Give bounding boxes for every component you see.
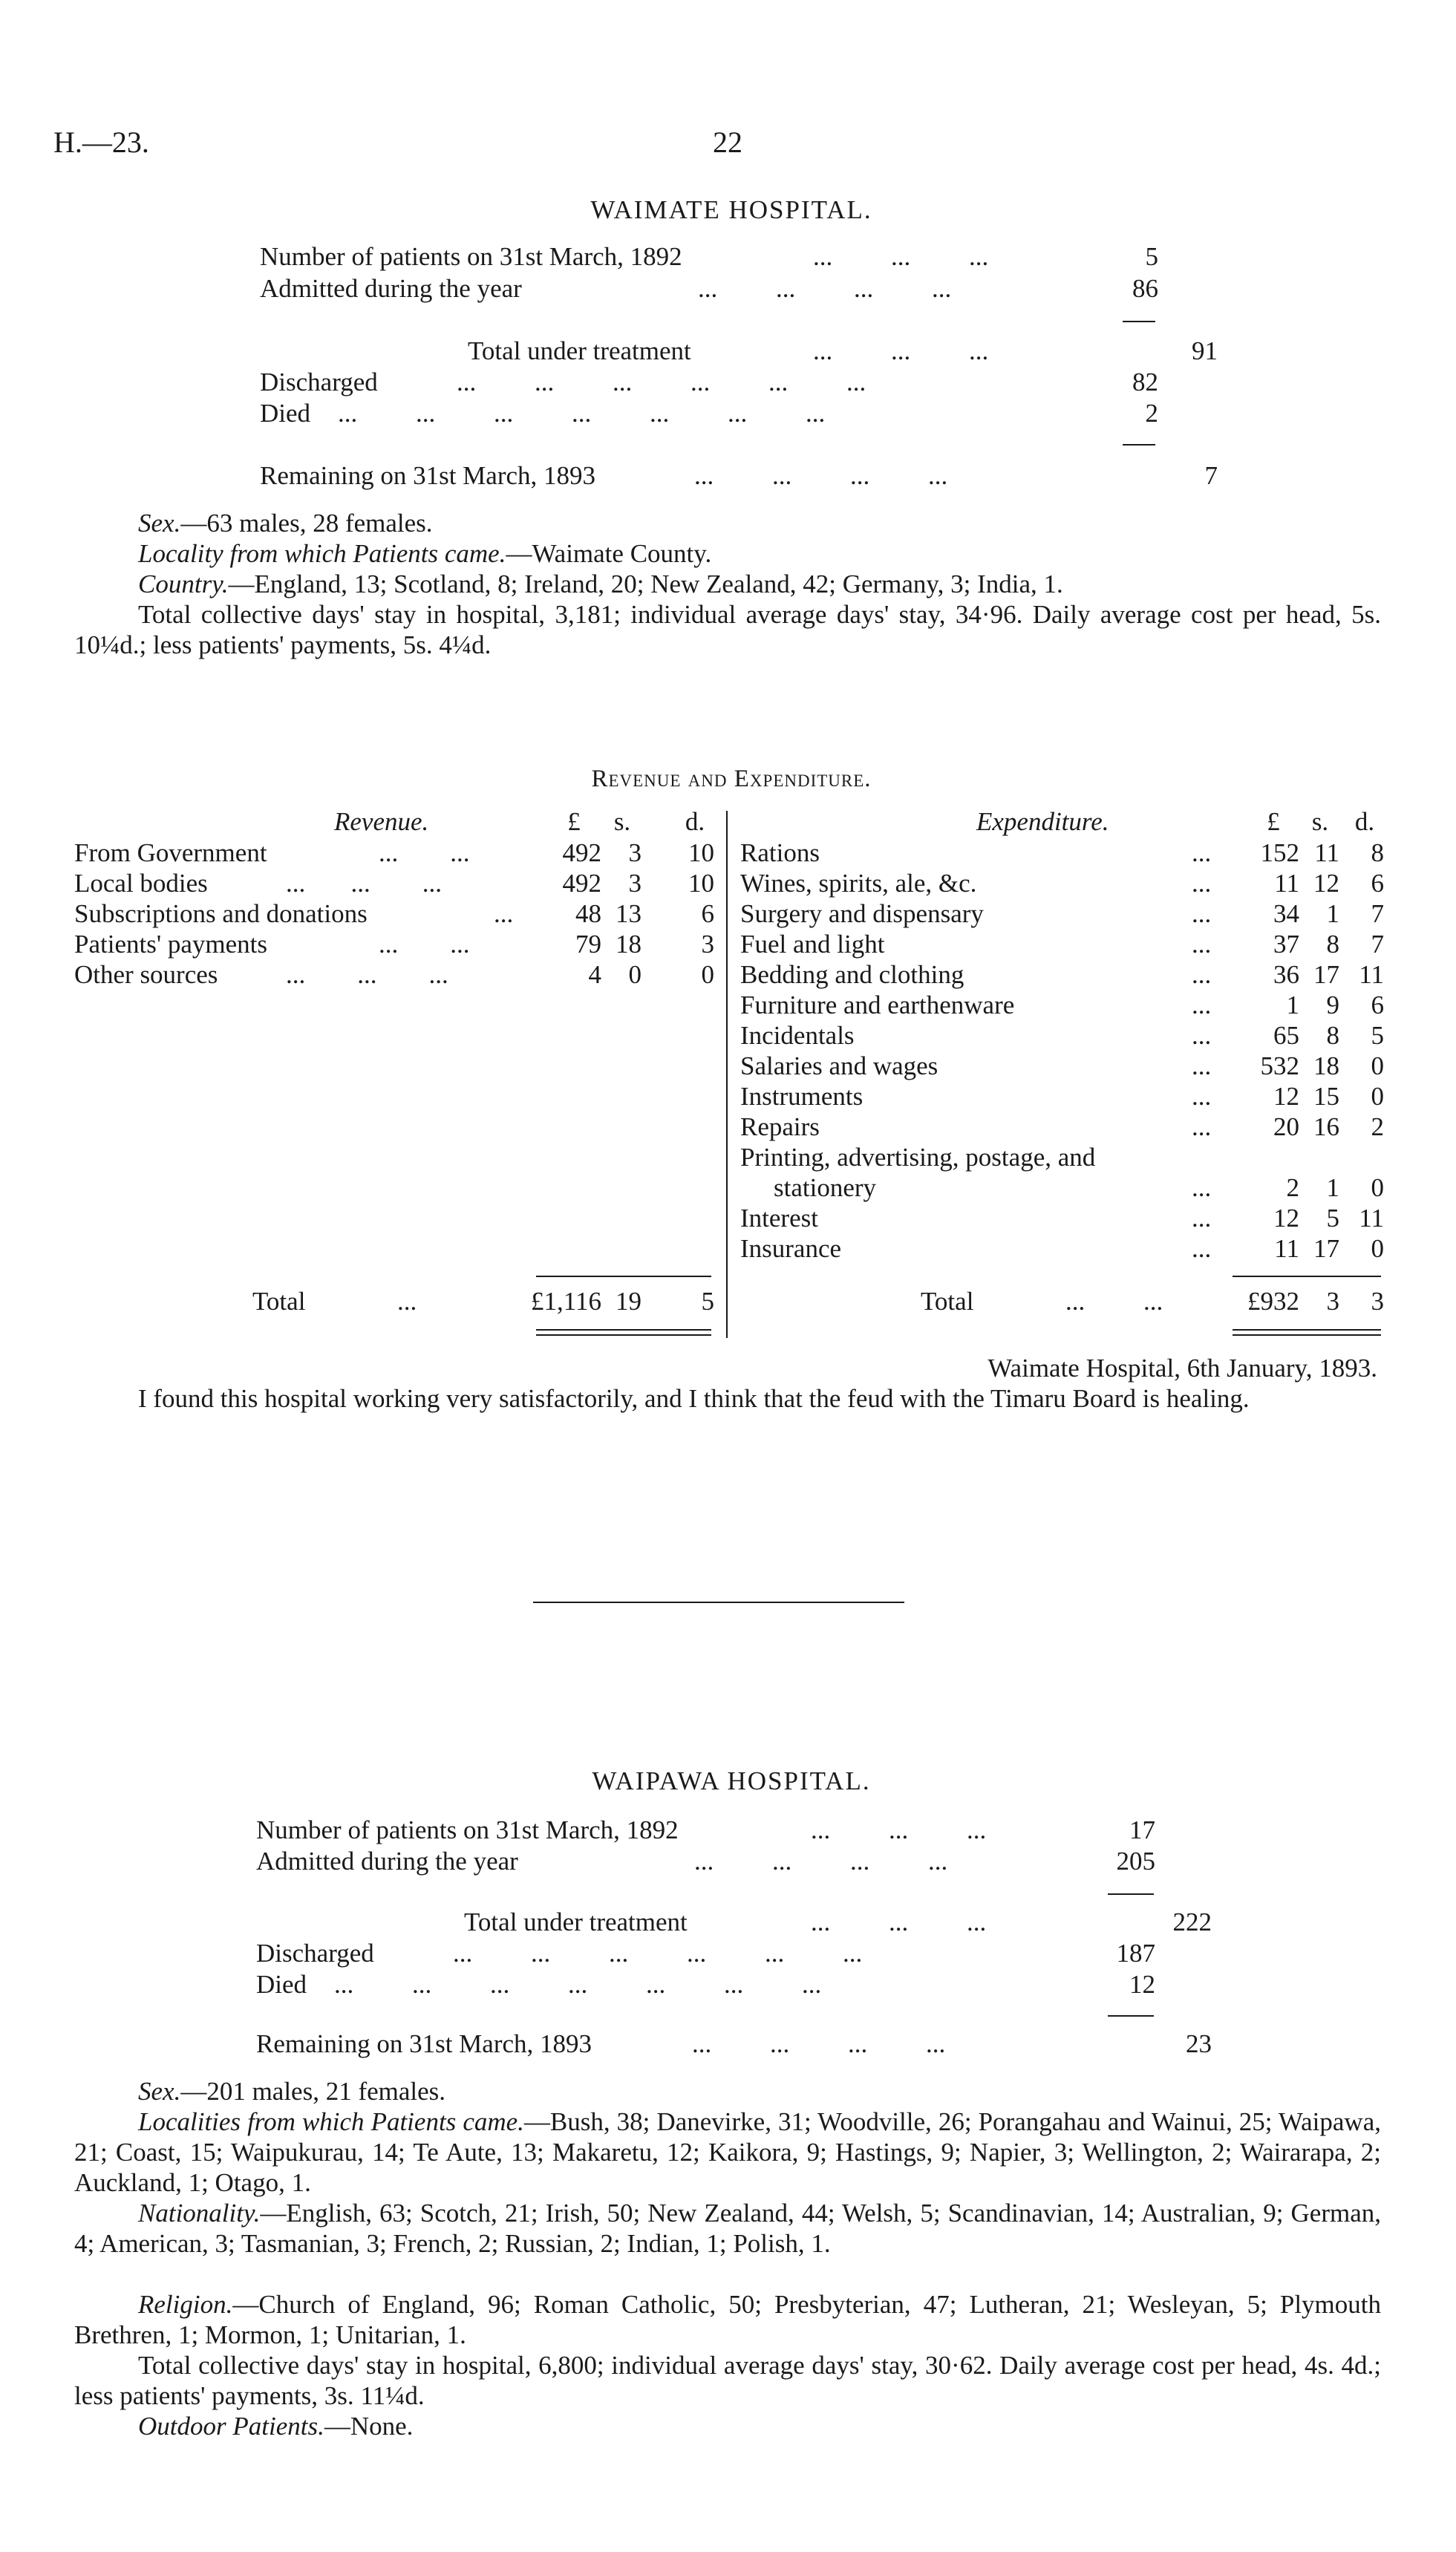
section-separator: [533, 1602, 904, 1603]
revenue-item-pounds: 48: [575, 899, 601, 928]
stat-label: Died: [256, 1970, 307, 1999]
leader-dots: ...: [494, 899, 514, 928]
leader-dots: ... ... ...: [286, 960, 448, 989]
stat-value: 7: [1204, 461, 1218, 490]
waimate-sex: [74, 508, 1381, 538]
expenditure-item-shillings: 18: [1313, 1051, 1339, 1080]
expenditure-item-pounds: 34: [1273, 899, 1299, 928]
stat-label: Died: [260, 399, 311, 428]
expenditure-item-label: Salaries and wages: [740, 1051, 938, 1080]
page-number: 22: [713, 125, 742, 159]
expenditure-item-label: Interest: [740, 1204, 818, 1233]
expenditure-item-pence: 8: [1371, 838, 1384, 867]
waipawa-religion: [74, 2289, 1381, 2350]
expenditure-item-label: Instruments: [740, 1082, 864, 1111]
waipawa-sex: [74, 2076, 1381, 2106]
col-shillings: s.: [1311, 807, 1329, 836]
expenditure-item-pounds: 12: [1273, 1082, 1299, 1111]
stat-value: 91: [1192, 336, 1218, 365]
revenue-item-pence: 0: [701, 960, 714, 989]
double-rule: [536, 1334, 711, 1336]
stat-label: Number of patients on 31st March, 1892: [256, 1815, 679, 1844]
outdoor-label: Outdoor Patients.: [138, 2412, 324, 2441]
waipawa-days: [74, 2350, 1381, 2411]
expenditure-item-pence: 2: [1371, 1112, 1384, 1141]
leader-dots: ... ... ... ...: [692, 2029, 946, 2058]
expenditure-item-pence: 5: [1371, 1021, 1384, 1050]
stat-label: Total under treatment: [468, 336, 691, 365]
waimate-locality: [74, 538, 1381, 569]
col-pounds: £: [1267, 807, 1280, 836]
country-text: —England, 13; Scotland, 8; Ireland, 20; New Zealand, 42; Germany, 3; India, 1.: [228, 570, 1063, 598]
sum-rule: [1108, 2015, 1154, 2017]
stat-value: 5: [1145, 242, 1158, 271]
expenditure-item-shillings: 17: [1313, 960, 1339, 989]
expenditure-item-label: Furniture and earthenware: [740, 991, 1015, 1019]
expenditure-item-shillings: 16: [1313, 1112, 1339, 1141]
expenditure-total-pence: 3: [1371, 1287, 1384, 1316]
expenditure-item-label: Incidentals: [740, 1021, 855, 1050]
leader-dots: ...: [1192, 1112, 1212, 1141]
expenditure-item-label: Insurance: [740, 1234, 842, 1263]
leader-dots: ...: [1192, 930, 1212, 959]
sex-label: Sex.: [138, 2077, 181, 2106]
revenue-item-pounds: 4: [588, 960, 601, 989]
country-label: Country.: [138, 570, 229, 598]
religion-text: —Church of England, 96; Roman Catholic, 50; Presbyterian, 47; Lutheran, 21; Wesleyan, 5; Plymouth Brethren, 1; Mormon, 1; Unitarian, 1.: [74, 2290, 1381, 2349]
expenditure-item-shillings: 17: [1313, 1234, 1339, 1263]
revenue-item-pounds: 79: [575, 930, 601, 959]
revenue-item-pence: 10: [688, 838, 714, 867]
expenditure-item-shillings: 1: [1326, 899, 1339, 928]
expenditure-item-pounds: 11: [1274, 869, 1299, 898]
leader-dots: ...: [1192, 991, 1212, 1019]
revenue-item-label: From Government: [74, 838, 267, 867]
leader-dots: ... ... ...: [811, 1908, 987, 1936]
stat-value: 222: [1172, 1908, 1212, 1936]
localities-text: —Bush, 38; Danevirke, 31; Woodville, 26; Porangahau and Wainui, 25; Waipawa, 21; Coast, 15; Waipukurau, 14; Te Aute, 13; Makaretu, 12; Kaikora, 9; Hastings, 9; Napier, 3; Wellington, 2; Wairarapa, 2; Auckland, 1; Otago, 1.: [74, 2107, 1381, 2197]
revenue-total-label: Total: [252, 1287, 306, 1316]
sum-rule: [1233, 1276, 1381, 1277]
leader-dots: ... ... ... ... ... ... ...: [334, 1970, 822, 1999]
leader-dots: ...: [1192, 1021, 1212, 1050]
expenditure-item-pence: 0: [1371, 1173, 1384, 1202]
sex-text: —201 males, 21 females.: [180, 2077, 446, 2106]
expenditure-item-shillings: 1: [1326, 1173, 1339, 1202]
leader-dots: ... ... ... ...: [694, 1847, 948, 1876]
revenue-item-shillings: 0: [628, 960, 642, 989]
expenditure-item-pence: 6: [1371, 869, 1384, 898]
nationality-label: Nationality.: [138, 2199, 261, 2228]
waipawa-outdoor: [74, 2411, 1381, 2441]
expenditure-item-pounds: 20: [1273, 1112, 1299, 1141]
expenditure-item-shillings: 9: [1326, 991, 1339, 1019]
revenue-total-pounds: £1,116: [531, 1287, 601, 1316]
expenditure-item-pence: 11: [1359, 1204, 1384, 1233]
days-text: Total collective days' stay in hospital, 3,181; individual average days' stay, 34·96. Daily average cost per head, 5s. 10¼d.; less patients' payments, 5s. 4¼d.: [74, 600, 1381, 659]
leader-dots: ...: [1192, 899, 1212, 928]
expenditure-item-label: stationery: [774, 1173, 877, 1202]
expenditure-item-pounds: 152: [1260, 838, 1299, 867]
stat-value: 2: [1145, 399, 1158, 428]
revenue-item-label: Other sources: [74, 960, 218, 989]
leader-dots: ...: [1192, 869, 1212, 898]
expenditure-total-shillings: 3: [1326, 1287, 1339, 1316]
revenue-item-pounds: 492: [562, 838, 601, 867]
expenditure-item-shillings: 12: [1313, 869, 1339, 898]
leader-dots: ...: [1192, 1051, 1212, 1080]
stat-label: Discharged: [256, 1939, 374, 1968]
waimate-country: [74, 569, 1381, 599]
comment-text: I found this hospital working very satisfactorily, and I think that the feud with the Timaru Board is healing.: [138, 1384, 1250, 1413]
expenditure-item-pounds: 36: [1273, 960, 1299, 989]
expenditure-item-pence: 7: [1371, 930, 1384, 959]
column-divider: [726, 811, 728, 1338]
leader-dots: ... ... ...: [813, 336, 989, 365]
col-pence: d.: [685, 807, 705, 836]
stat-value: 23: [1186, 2029, 1212, 2058]
waimate-title: WAIMATE HOSPITAL.: [590, 195, 872, 224]
sum-rule: [536, 1276, 711, 1277]
leader-dots: ... ... ...: [286, 869, 442, 898]
sum-rule: [1108, 1893, 1154, 1895]
expenditure-item-label: Repairs: [740, 1112, 820, 1141]
expenditure-item-label: Printing, advertising, postage, and: [740, 1143, 1096, 1172]
sex-label: Sex.: [138, 509, 181, 538]
stat-value: 187: [1116, 1939, 1155, 1968]
expenditure-item-pounds: 65: [1273, 1021, 1299, 1050]
stat-value: 17: [1129, 1815, 1155, 1844]
double-rule: [1233, 1329, 1381, 1331]
expenditure-item-pounds: 11: [1274, 1234, 1299, 1263]
sex-text: —63 males, 28 females.: [180, 509, 433, 538]
stat-value: 205: [1116, 1847, 1155, 1876]
leader-dots: ...: [1192, 1082, 1212, 1111]
expenditure-total-pounds: £932: [1247, 1287, 1299, 1316]
locality-text: —Waimate County.: [506, 539, 712, 568]
expenditure-item-pounds: 2: [1286, 1173, 1299, 1202]
stat-value: 82: [1132, 368, 1158, 396]
expenditure-item-pence: 0: [1371, 1051, 1384, 1080]
revenue-item-label: Subscriptions and donations: [74, 899, 368, 928]
revenue-item-label: Local bodies: [74, 869, 208, 898]
expenditure-item-shillings: 8: [1326, 1021, 1339, 1050]
leader-dots: ... ...: [1065, 1287, 1163, 1316]
expenditure-item-label: Bedding and clothing: [740, 960, 964, 989]
revenue-item-shillings: 18: [616, 930, 642, 959]
leader-dots: ... ... ... ...: [698, 274, 952, 303]
revenue-item-pence: 3: [701, 930, 714, 959]
revenue-item-pounds: 492: [562, 869, 601, 898]
revenue-item-shillings: 13: [616, 899, 642, 928]
expenditure-item-shillings: 15: [1313, 1082, 1339, 1111]
finance-title: Revenue and Expenditure.: [591, 766, 872, 792]
col-pounds: £: [567, 807, 581, 836]
revenue-item-shillings: 3: [628, 838, 642, 867]
leader-dots: ... ... ... ... ... ...: [453, 1939, 863, 1968]
stat-label: Admitted during the year: [256, 1847, 518, 1876]
stat-label: Remaining on 31st March, 1893: [260, 461, 596, 490]
outdoor-text: —None.: [324, 2412, 414, 2441]
expenditure-item-label: Surgery and dispensary: [740, 899, 984, 928]
days-text: Total collective days' stay in hospital, 6,800; individual average days' stay, 30·62. Daily average cost per head, 4s. 4d.; less patients' payments, 3s. 11¼d.: [74, 2351, 1381, 2410]
stat-label: Remaining on 31st March, 1893: [256, 2029, 592, 2058]
stat-label: Number of patients on 31st March, 1892: [260, 242, 682, 271]
leader-dots: ... ...: [379, 838, 470, 867]
waimate-signoff: Waimate Hospital, 6th January, 1893.: [987, 1354, 1377, 1383]
double-rule: [536, 1329, 711, 1331]
revenue-item-pence: 6: [701, 899, 714, 928]
waipawa-nationality: [74, 2198, 1381, 2259]
leader-dots: ... ... ...: [813, 242, 989, 271]
expenditure-item-pence: 7: [1371, 899, 1384, 928]
revenue-item-label: Patients' payments: [74, 930, 268, 959]
revenue-heading: Revenue.: [334, 807, 429, 836]
localities-label: Localities from which Patients came.: [138, 2107, 524, 2136]
col-shillings: s.: [613, 807, 631, 836]
expenditure-item-pence: 0: [1371, 1082, 1384, 1111]
expenditure-item-label: Rations: [740, 838, 820, 867]
expenditure-item-label: Wines, spirits, ale, &c.: [740, 869, 977, 898]
stat-value: 86: [1132, 274, 1158, 303]
waimate-comment: [74, 1383, 1381, 1414]
locality-label: Locality from which Patients came.: [138, 539, 506, 568]
revenue-total-pence: 5: [701, 1287, 714, 1316]
nationality-text: —English, 63; Scotch, 21; Irish, 50; New Zealand, 44; Welsh, 5; Scandinavian, 14; Australian, 9; German, 4; American, 3; Tasmanian, 3; French, 2; Russian, 2; Indian, 1; Polish, 1.: [74, 2199, 1381, 2258]
leader-dots: ... ... ... ... ... ...: [457, 368, 866, 396]
expenditure-total-label: Total: [921, 1287, 974, 1316]
leader-dots: ... ...: [379, 930, 470, 959]
leader-dots: ... ... ... ... ... ... ...: [338, 399, 826, 428]
expenditure-item-shillings: 8: [1326, 930, 1339, 959]
expenditure-item-shillings: 5: [1326, 1204, 1339, 1233]
document-code: H.—23.: [53, 125, 149, 159]
expenditure-item-pounds: 37: [1273, 930, 1299, 959]
leader-dots: ... ... ... ...: [694, 461, 948, 490]
stat-label: Total under treatment: [464, 1908, 688, 1936]
waipawa-title: WAIPAWA HOSPITAL.: [592, 1766, 871, 1795]
revenue-item-pence: 10: [688, 869, 714, 898]
expenditure-heading: Expenditure.: [976, 807, 1109, 836]
leader-dots: ... ... ...: [811, 1815, 987, 1844]
sum-rule: [1123, 321, 1155, 322]
leader-dots: ...: [1192, 1173, 1212, 1202]
waimate-days: [74, 599, 1381, 660]
waipawa-localities: [74, 2106, 1381, 2198]
expenditure-item-pence: 11: [1359, 960, 1384, 989]
double-rule: [1233, 1334, 1381, 1336]
sum-rule: [1123, 444, 1155, 446]
expenditure-item-pence: 0: [1371, 1234, 1384, 1263]
leader-dots: ...: [1192, 1204, 1212, 1233]
leader-dots: ...: [1192, 838, 1212, 867]
religion-label: Religion.: [138, 2290, 233, 2319]
expenditure-item-label: Fuel and light: [740, 930, 885, 959]
expenditure-item-pence: 6: [1371, 991, 1384, 1019]
leader-dots: ...: [1192, 1234, 1212, 1263]
stat-label: Discharged: [260, 368, 378, 396]
leader-dots: ...: [397, 1287, 417, 1316]
revenue-item-shillings: 3: [628, 869, 642, 898]
leader-dots: ...: [1192, 960, 1212, 989]
expenditure-item-pounds: 12: [1273, 1204, 1299, 1233]
expenditure-item-pounds: 1: [1286, 991, 1299, 1019]
stat-label: Admitted during the year: [260, 274, 522, 303]
expenditure-item-pounds: 532: [1260, 1051, 1299, 1080]
stat-value: 12: [1129, 1970, 1155, 1999]
col-pence: d.: [1354, 807, 1375, 836]
expenditure-item-shillings: 11: [1314, 838, 1339, 867]
revenue-total-shillings: 19: [616, 1287, 642, 1316]
